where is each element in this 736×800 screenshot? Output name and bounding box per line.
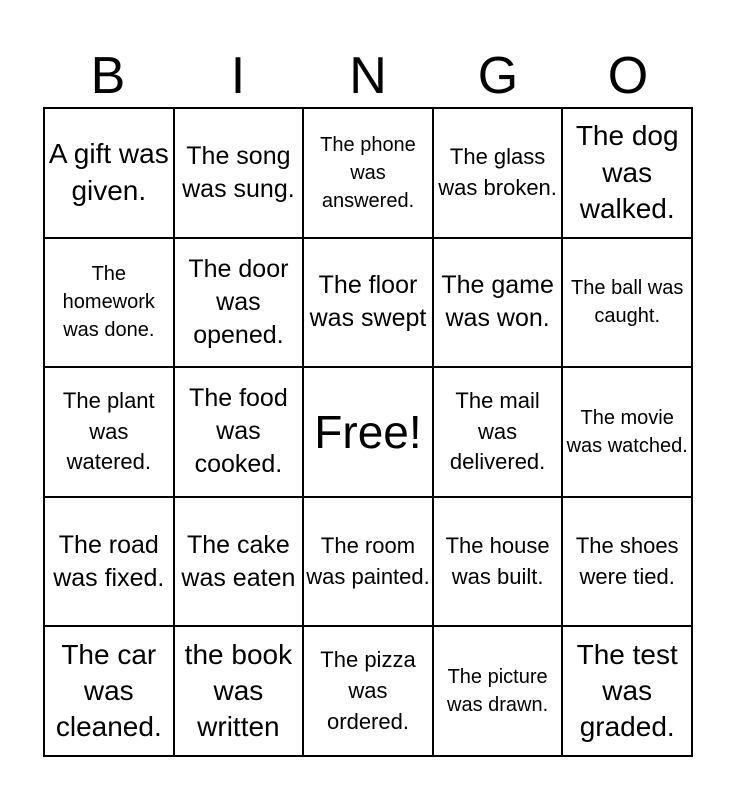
free-space-cell[interactable] (304, 368, 434, 498)
bingo-cell[interactable] (434, 109, 564, 239)
bingo-cell[interactable] (45, 368, 175, 498)
bingo-cell-text: The food was cooked. (189, 384, 288, 479)
bingo-cell-text: The road was fixed. (53, 530, 165, 592)
bingo-cell-text: The movie was watched. (566, 406, 688, 457)
header-letter: O (607, 47, 649, 105)
bingo-cell-text: The picture was drawn. (447, 666, 549, 717)
bingo-cell-text: The mail was delivered. (449, 387, 546, 475)
bingo-cell[interactable] (434, 627, 564, 757)
bingo-cell[interactable] (304, 109, 434, 239)
bingo-cell[interactable] (304, 627, 434, 757)
bingo-cell[interactable] (434, 368, 564, 498)
bingo-card (43, 107, 693, 757)
header-letter: N (349, 47, 387, 105)
bingo-cell[interactable] (175, 109, 305, 239)
bingo-cell-text: The homework was done. (62, 263, 155, 342)
bingo-cell-text: The phone was answered. (320, 133, 416, 212)
bingo-cell[interactable] (434, 239, 564, 369)
bingo-cell-text: The room was painted. (306, 532, 430, 589)
header-letter: G (477, 47, 519, 105)
bingo-cell[interactable] (175, 368, 305, 498)
bingo-cell[interactable] (175, 627, 305, 757)
bingo-cell[interactable] (304, 239, 434, 369)
bingo-cell-text: The house was built. (445, 532, 550, 589)
bingo-cell[interactable] (45, 627, 175, 757)
bingo-cell-text: The plant was watered. (62, 387, 155, 475)
bingo-cell-text: The dog was walked. (575, 120, 679, 224)
bingo-cell-text: A gift was given. (48, 138, 169, 206)
bingo-cell-text: The glass was broken. (438, 144, 557, 200)
header-letter: B (90, 47, 126, 105)
bingo-cell-text: The ball was caught. (571, 277, 684, 328)
bingo-cell[interactable] (563, 498, 693, 628)
bingo-cell-text: The car was cleaned. (55, 638, 162, 743)
bingo-cell[interactable] (304, 498, 434, 628)
bingo-cell[interactable] (434, 498, 564, 628)
bingo-cell[interactable] (563, 239, 693, 369)
bingo-cell-text: The floor was swept (309, 271, 427, 333)
bingo-cell-text: The pizza was ordered. (320, 647, 416, 734)
bingo-cell-text: The game was won. (441, 271, 554, 333)
bingo-cell[interactable] (563, 627, 693, 757)
bingo-cell-text: The song was sung. (182, 141, 295, 203)
bingo-cell[interactable] (45, 498, 175, 628)
bingo-cell-text: the book was written (184, 638, 293, 743)
bingo-cell-text: The test was graded. (576, 638, 678, 743)
bingo-cell[interactable] (45, 239, 175, 369)
bingo-cell-text: The cake was eaten (181, 530, 296, 592)
bingo-header (43, 46, 693, 106)
bingo-cell-text: The shoes were tied. (575, 532, 679, 589)
bingo-cell[interactable] (45, 109, 175, 239)
free-space-label: Free! (314, 405, 422, 458)
bingo-cell[interactable] (175, 239, 305, 369)
bingo-cell[interactable] (563, 109, 693, 239)
bingo-cell-text: The door was opened. (188, 254, 289, 349)
bingo-cell[interactable] (175, 498, 305, 628)
header-letter: I (230, 47, 246, 105)
bingo-cell[interactable] (563, 368, 693, 498)
